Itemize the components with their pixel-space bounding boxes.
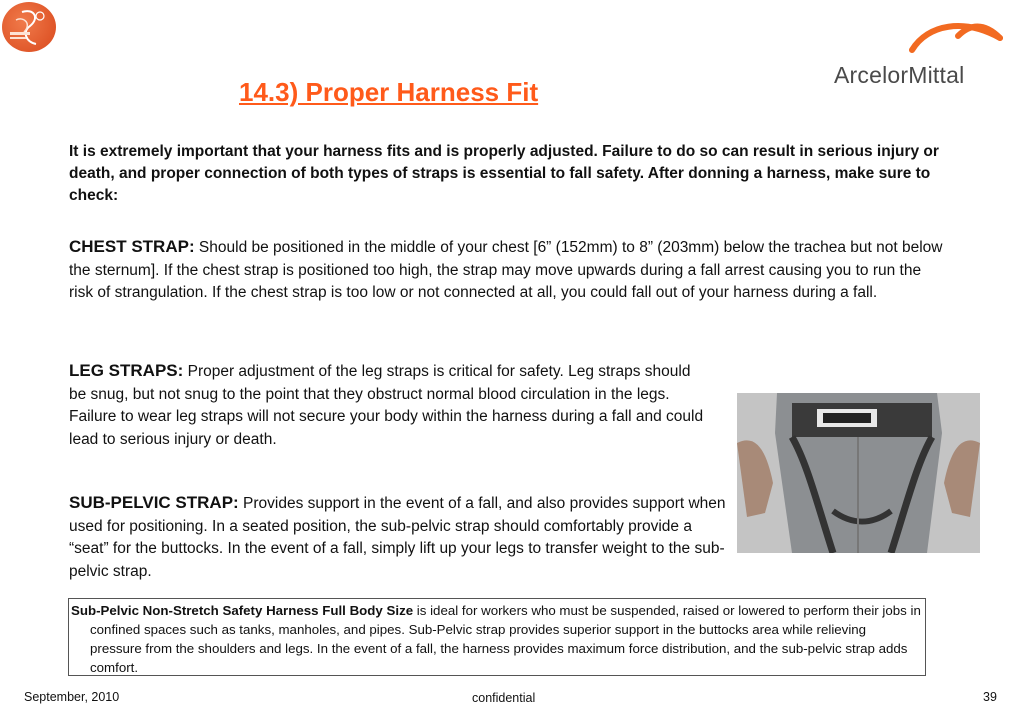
note-lead: Sub-Pelvic Non-Stretch Safety Harness Full Body Size [71, 603, 414, 618]
leg-straps-text: Proper adjustment of the leg straps is critical for safety. Leg straps should be snug, but not snug to the point that they obstruct normal blood circulation in the legs. Failure to wear leg straps will not secure your body within the harness during a fall and could lead to serious injury or death. [69, 363, 704, 448]
footer-confidential: confidential [472, 691, 536, 705]
badge-graphic [2, 2, 56, 52]
harness-note-box [68, 598, 926, 676]
arcelormittal-arc-icon [908, 14, 1004, 62]
chest-strap-text: Should be positioned in the middle of your chest [6” (152mm) to 8” (203mm) below the trachea but not below the sternum]. If the chest strap is positioned too high, the strap may move upwards during a fall arrest causing you to run the risk of strangulation. If the chest strap is too low or not connected at all, you could fall out of your harness during a fall. [69, 239, 943, 301]
harness-photo-graphic [737, 393, 980, 553]
sub-pelvic-strap-text: Provides support in the event of a fall, and also provides support when used for positioning. In a seated position, the sub-pelvic strap should comfortably provide a “seat” for the buttocks. In the event of a fall, simply lift up your legs to transfer weight to the sub-pelvic strap. [69, 495, 726, 580]
note-text: is ideal for workers who must be suspended, raised or lowered to perform their jobs in confined spaces such as tanks, manholes, and pipes. Sub-Pelvic strap provides superior support in the buttocks area while relieving pressure from the shoulders and legs. In the event of a fall, the harness provides maximum force distribution, and the sub-pelvic strap adds comfort. [90, 603, 921, 675]
arcelormittal-logo [834, 14, 1004, 94]
sub-pelvic-strap-heading: SUB-PELVIC STRAP: [69, 493, 239, 512]
harness-back-photo [737, 393, 980, 553]
chest-strap-section [69, 236, 949, 305]
page-number: 39 [983, 690, 997, 704]
footer-date: September, 2010 [24, 690, 120, 704]
leg-straps-section [69, 360, 709, 451]
chest-strap-heading: CHEST STRAP: [69, 237, 195, 256]
intro-paragraph: It is extremely important that your harness fits and is properly adjusted. Failure to do so can result in serious injury or death, and proper connection of both types of straps is essential to fall safety. After donning a harness, make sure to check: [69, 143, 939, 204]
page-title: 14.3) Proper Harness Fit [239, 77, 539, 107]
leg-straps-heading: LEG STRAPS: [69, 361, 184, 380]
sub-pelvic-strap-section [69, 492, 729, 583]
logo-wordmark: ArcelorMittal [834, 62, 965, 88]
arcelormittal-badge-icon [2, 2, 56, 52]
